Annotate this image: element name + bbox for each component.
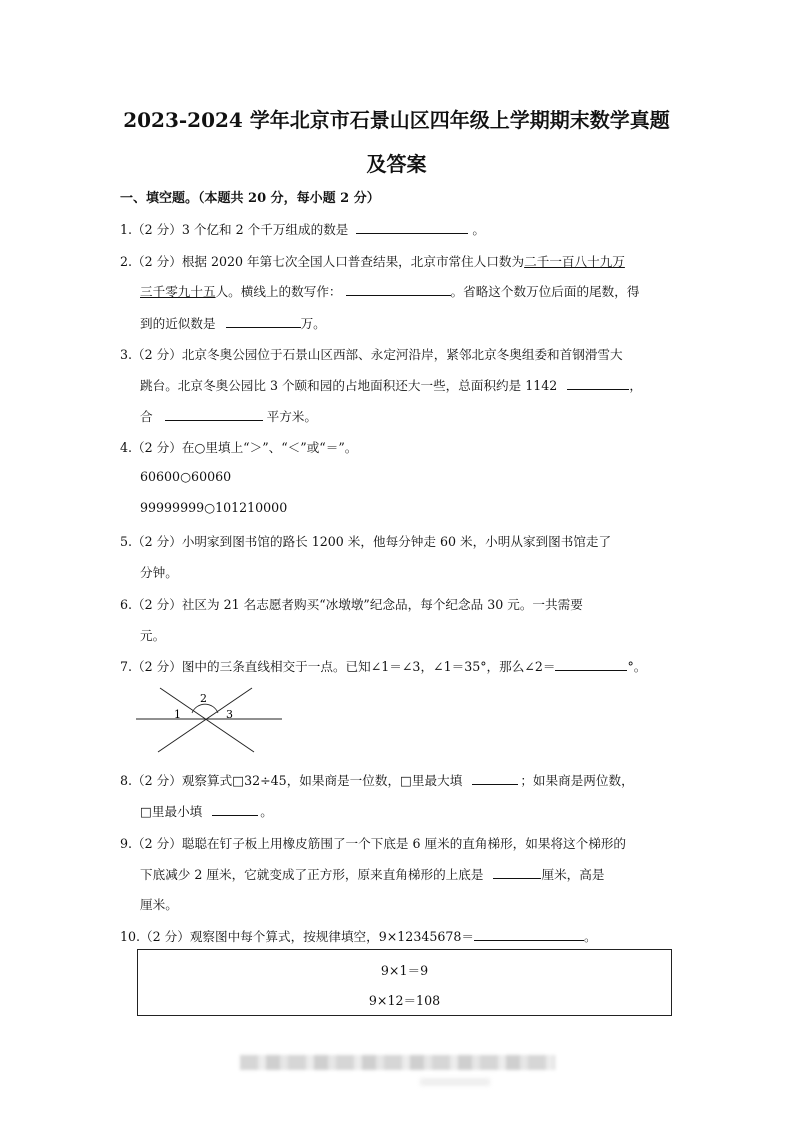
question-text: 合 (140, 409, 153, 424)
answer-blank[interactable] (212, 803, 258, 816)
question-text: 下底减少 2 厘米，它就变成了正方形，原来直角梯形的上底是 (140, 867, 484, 882)
question-text: 10.（2 分）观察图中每个算式，按规律填空，9×12345678＝ (120, 929, 474, 944)
angle-label-2: 2 (200, 692, 207, 705)
answer-blank[interactable] (165, 408, 263, 421)
equation-2: 9×12＝108 (368, 993, 441, 1008)
question-3-line2 (140, 375, 642, 394)
blurred-footer-watermark (240, 1055, 555, 1070)
question-text: □里最小填 (140, 804, 203, 819)
blurred-footer-watermark-small (420, 1078, 490, 1086)
question-text: 7.（2 分）图中的三条直线相交于一点。已知∠1＝∠3，∠1＝35°，那么∠2＝ (120, 659, 556, 674)
document-title-line2: 及答案 (366, 152, 427, 176)
punctuation: 。 (260, 804, 273, 819)
question-8-line2 (140, 801, 273, 820)
question-text: 跳台。北京冬奥公园比 3 个颐和园的占地面积还大一些，总面积约是 1142 (140, 378, 558, 393)
question-2-line2 (140, 281, 639, 300)
answer-blank[interactable] (474, 928, 584, 941)
section-heading: 一、填空题。（本题共 20 分，每小题 2 分） (120, 191, 380, 206)
answer-blank[interactable] (356, 221, 468, 234)
question-3-line3 (140, 406, 317, 425)
underlined-number-text: 三千零九十五 (140, 284, 216, 299)
question-10 (120, 926, 597, 945)
question-7 (120, 656, 646, 675)
punctuation: ， (629, 378, 642, 393)
question-text: 。省略这个数万位后面的尾数，得 (450, 284, 640, 299)
question-text: 人。横线上的数写作： (215, 284, 342, 299)
question-9-line2 (140, 864, 604, 883)
question-5-line2: 分钟。 (140, 565, 178, 580)
answer-blank[interactable] (493, 866, 541, 879)
angle-arc (192, 704, 218, 713)
question-2-line3 (140, 313, 326, 332)
document-title-line1: 2023-2024 学年北京市石景山区四年级上学期期末数学真题 (123, 108, 670, 132)
punctuation: 。 (472, 222, 485, 237)
question-4: 4.（2 分）在○里填上“＞”、“＜”或“＝”。 (120, 440, 358, 455)
answer-blank[interactable] (567, 377, 629, 390)
question-6-line1: 6.（2 分）社区为 21 名志愿者购买“冰墩墩”纪念品，每个纪念品 30 元。一共需要 (120, 597, 583, 612)
equation-box (137, 949, 672, 1016)
question-9-line1: 9.（2 分）聪聪在钉子板上用橡皮筋围了一个下底是 6 厘米的直角梯形，如果将这个梯形的 (120, 836, 627, 851)
question-9-line3: 厘米。 (140, 897, 178, 912)
question-text: 8.（2 分）观察算式□32÷45，如果商是一位数，□里最大填 (120, 773, 463, 788)
question-text: 1.（2 分）3 个亿和 2 个千万组成的数是 (120, 222, 349, 237)
answer-blank[interactable] (226, 315, 301, 328)
question-1 (120, 219, 485, 238)
question-3-line1: 3.（2 分）北京冬奥公园位于石景山区西部、永定河沿岸，紧邻北京冬奥组委和首钢滑雪大 (120, 347, 623, 362)
question-2-line1 (120, 251, 625, 270)
question-text: 万。 (300, 316, 326, 331)
answer-blank[interactable] (555, 658, 627, 671)
question-5-line1: 5.（2 分）小明家到图书馆的路长 1200 米，他每分钟走 60 米，小明从家到图书馆走了 (120, 534, 612, 549)
question-6-line2: 元。 (140, 628, 166, 643)
intersecting-lines-figure (136, 684, 286, 756)
punctuation: 。 (584, 929, 597, 944)
angle-label-3: 3 (226, 708, 233, 721)
question-text: 平方米。 (266, 409, 317, 424)
punctuation: °。 (627, 659, 647, 674)
answer-blank[interactable] (472, 772, 518, 785)
question-text: ；如果商是两位数， (520, 773, 634, 788)
question-text: 2.（2 分）根据 2020 年第七次全国人口普查结果，北京市常住人口数为 (120, 254, 525, 269)
comparison-row-1[interactable]: 60600○60060 (140, 469, 232, 484)
angle-label-1: 1 (174, 708, 181, 721)
answer-blank[interactable] (346, 283, 451, 296)
comparison-row-2[interactable]: 99999999○101210000 (140, 500, 288, 515)
question-8-line1 (120, 770, 634, 789)
question-text: 到的近似数是 (140, 316, 216, 331)
equation-1: 9×1＝9 (380, 963, 429, 978)
question-text: 厘米，高是 (541, 867, 605, 882)
underlined-number-text: 二千一百八十九万 (524, 254, 625, 269)
